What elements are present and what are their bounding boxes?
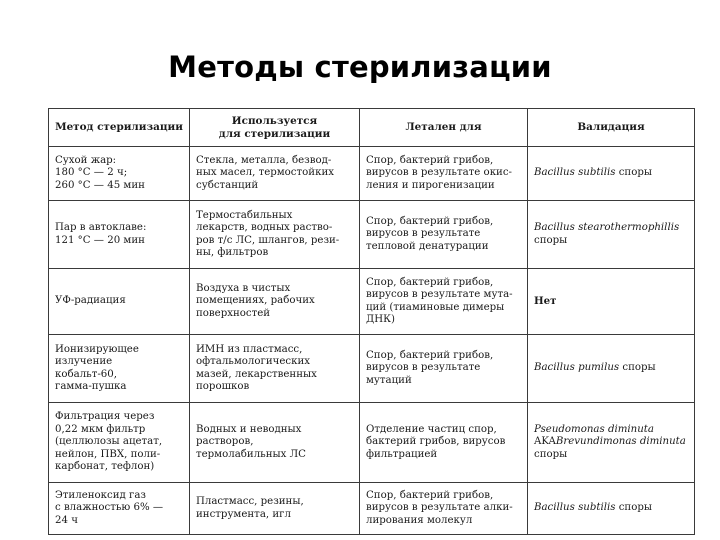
cell-method: Этиленоксид газ с влажностью 6% — 24 ч (49, 483, 190, 535)
sterilization-methods-table (48, 108, 695, 535)
organism-name: Bacillus stearothermophillis (534, 222, 680, 234)
validation-note: Нет (534, 295, 557, 308)
cell-used-for: Воздуха в чистых помещениях, рабочих поверхностей (190, 269, 360, 335)
cell-lethal-for: Спор, бактерий грибов, вирусов в результате алки- лирования молекул (360, 483, 528, 535)
cell-validation (528, 147, 695, 201)
cell-validation (528, 403, 695, 483)
header-validation: Валидация (528, 109, 695, 147)
cell-used-for: Стекла, металла, безвод- ных масел, термостойких субстанций (190, 147, 360, 201)
organism-name: Pseudomonas diminuta (534, 423, 654, 435)
validation-note: AKA (534, 436, 556, 448)
table-row (49, 147, 695, 201)
cell-validation (528, 483, 695, 535)
cell-used-for: ИМН из пластмасс, офтальмологических мазей, лекарственных порошков (190, 335, 360, 403)
cell-method: Фильтрация через 0,22 мкм фильтр (целлюлозы ацетат, нейлон, ПВХ, поли- карбонат, тефлон) (49, 403, 190, 483)
cell-lethal-for: Спор, бактерий грибов, вирусов в результате окис- ления и пирогенизации (360, 147, 528, 201)
table-row (49, 403, 695, 483)
table-row (49, 269, 695, 335)
validation-note: споры (534, 234, 568, 246)
organism-name: Bacillus pumilus (534, 362, 620, 374)
header-used-for: Используется для стерилизации (190, 109, 360, 147)
validation-note: споры (534, 448, 568, 460)
organism-name: Bacillus subtilis (534, 167, 616, 179)
cell-lethal-for: Спор, бактерий грибов, вирусов в результате тепловой денатурации (360, 201, 528, 269)
validation-note: споры (619, 362, 656, 374)
cell-used-for: Термостабильных лекарств, водных раство- ров т/с ЛС, шлангов, рези- ны, фильтров (190, 201, 360, 269)
header-lethal-for: Летален для (360, 109, 528, 147)
cell-method: Сухой жар: 180 °С — 2 ч; 260 °С — 45 мин (49, 147, 190, 201)
validation-note: споры (615, 167, 652, 179)
cell-used-for: Водных и неводных растворов, термолабильных ЛС (190, 403, 360, 483)
cell-validation (528, 335, 695, 403)
cell-validation (528, 201, 695, 269)
cell-validation (528, 269, 695, 335)
cell-lethal-for: Отделение частиц спор, бактерий грибов, вирусов фильтрацией (360, 403, 528, 483)
organism-name: Bacillus subtilis (534, 502, 616, 514)
cell-method: Пар в автоклаве: 121 °С — 20 мин (49, 201, 190, 269)
cell-method: Ионизирующее излучение кобальт-60, гамма-пушка (49, 335, 190, 403)
table-row (49, 201, 695, 269)
table-header-row (49, 109, 695, 147)
cell-lethal-for: Спор, бактерий грибов, вирусов в результате мута- ций (тиаминовые димеры ДНК) (360, 269, 528, 335)
slide-title: Методы стерилизации (168, 50, 552, 84)
header-method: Метод стерилизации (49, 109, 190, 147)
organism-name-alt: Brevundimonas diminuta (555, 436, 686, 448)
validation-note: споры (615, 502, 652, 514)
cell-method: УФ-радиация (49, 269, 190, 335)
cell-used-for: Пластмасс, резины, инструмента, игл (190, 483, 360, 535)
table-row (49, 335, 695, 403)
cell-lethal-for: Спор, бактерий грибов, вирусов в результате мутаций (360, 335, 528, 403)
table-row (49, 483, 695, 535)
